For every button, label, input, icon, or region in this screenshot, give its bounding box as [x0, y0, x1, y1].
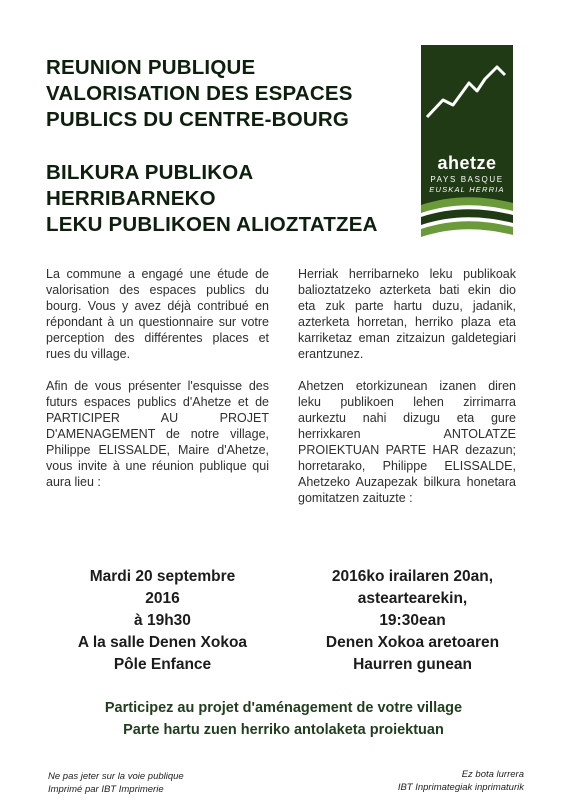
- footer-basque: [384, 768, 524, 794]
- body-paragraph: Afin de vous présenter l'esquisse des futurs espaces publics d'Ahetze et de PARTICIPER AU PROJET D'AMENAGEMENT de notre village, Philippe ELISSALDE, Maire d'Ahetze, vous invite à une réunion publique qui aura lieu :: [46, 379, 269, 489]
- event-date: Mardi 20 septembre: [89, 568, 236, 585]
- body-french: [46, 266, 269, 490]
- logo-subtitle-basque: EUSKAL HERRIA: [429, 185, 505, 194]
- mountain-logo-icon: [421, 45, 513, 240]
- event-time: à 19h30: [134, 612, 191, 629]
- call-to-action-basque: Parte hartu zuen herriko antolaketa proiektuan: [123, 722, 444, 738]
- logo-name: ahetze: [437, 153, 497, 173]
- event-date: 2016ko irailaren 20an,: [331, 568, 494, 585]
- body-paragraph: La commune a engagé une étude de valorisation des espaces publics du bourg. Vous y avez déjà contribué en répondant à un questionnaire sur votre perception des différentes places et rues du village.: [46, 267, 269, 361]
- logo-subtitle: PAYS BASQUE: [430, 175, 504, 184]
- event-venue-detail: Haurren gunean: [353, 656, 472, 673]
- event-year: 2016: [145, 590, 180, 607]
- title-french-line: VALORISATION DES ESPACES: [46, 82, 353, 105]
- body-paragraph: Herriak herribarneko leku publikoak balioztatzeko azterketa bati ekin dio eta zuk parte hartu duzu, jadanik, azterketa horretan, herriko plaza eta karriketaz eman zitzaizun galdetegiari erantzunez.: [298, 267, 516, 361]
- body-paragraph: Ahetzen etorkizunean izanen diren leku publikoen lehen zirrimarra aurkeztu nahi dizugu eta gure herrixkaren ANTOLATZE PROIEKTUAN PARTE HAR dezazun; horretarako, Philippe ELISSALDE, Ahetzeko Auzapezak bilkura honetara gomitatzen zaituzte :: [298, 379, 516, 505]
- title-french-line: REUNION PUBLIQUE: [46, 56, 256, 79]
- title-basque-line: HERRIBARNEKO: [46, 187, 216, 210]
- event-details-french: [50, 566, 275, 676]
- event-time: 19:30ean: [379, 612, 446, 629]
- title-basque-line: LEKU PUBLIKOEN ALIOZTATZEA: [46, 213, 378, 236]
- event-details-basque: [300, 566, 525, 676]
- call-to-action-french: Participez au projet d'aménagement de votre village: [104, 700, 463, 716]
- title-basque-line: BILKURA PUBLIKOA: [46, 161, 254, 184]
- footer-line: Ne pas jeter sur la voie publique: [48, 771, 184, 782]
- body-basque: [298, 266, 516, 506]
- title-basque: [46, 160, 416, 238]
- event-venue-detail: Pôle Enfance: [113, 656, 212, 673]
- footer-line: IBT Inprimategiak inprimaturik: [397, 782, 524, 793]
- footer-line: Ez bota lurrera: [461, 769, 524, 780]
- event-weekday: asteartearekin,: [357, 590, 468, 607]
- footer-french: [48, 770, 184, 796]
- title-french-line: PUBLICS DU CENTRE-BOURG: [46, 108, 349, 131]
- footer-line: Imprimé par IBT Imprimerie: [48, 784, 164, 795]
- event-venue: Denen Xokoa aretoaren: [325, 634, 500, 651]
- ahetze-logo: [421, 45, 513, 240]
- event-venue: A la salle Denen Xokoa: [77, 634, 248, 651]
- title-french: [46, 55, 396, 133]
